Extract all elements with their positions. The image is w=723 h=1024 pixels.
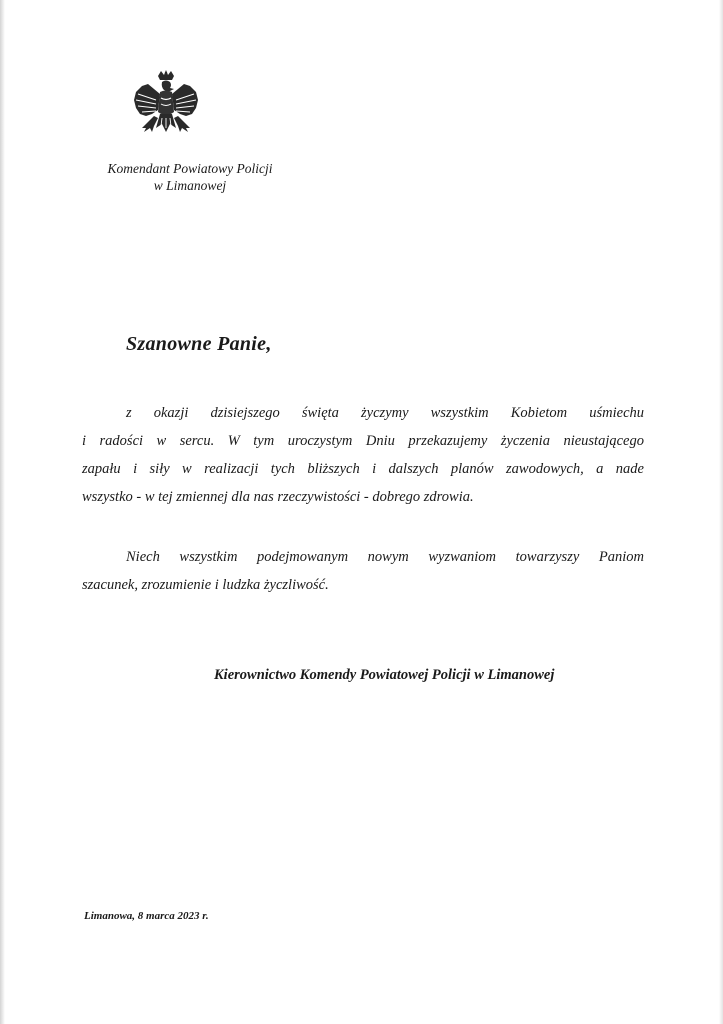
sender-location: w Limanowej	[153, 178, 227, 193]
scan-shadow-right	[719, 0, 723, 1024]
polish-eagle-emblem-icon	[130, 70, 202, 150]
paragraph-2-line: Niech wszystkim podejmowanym nowym wyzwaniom towarzyszy Paniom	[126, 549, 644, 565]
paragraph-1-line: i radości w sercu. W tym uroczystym Dniu przekazujemy życzenia nieustającego	[82, 433, 644, 449]
paragraph-1-line: z okazji dzisiejszego święta życzymy wszystkim Kobietom uśmiechu	[126, 405, 644, 421]
paragraph-1-line: wszystko - w tej zmiennej dla nas rzeczywistości - dobrego zdrowia.	[82, 489, 474, 505]
sender-title: Komendant Powiatowy Policji	[107, 161, 273, 176]
signature: Kierownictwo Komendy Powiatowej Policji w Limanowej	[214, 667, 555, 683]
salutation: Szanowne Panie,	[126, 333, 272, 355]
date-line: Limanowa, 8 marca 2023 r.	[84, 910, 209, 922]
paragraph-1-line: zapału i siły w realizacji tych bliższych i dalszych planów zawodowych, a nade	[82, 461, 644, 477]
paragraph-2	[82, 543, 644, 599]
paragraph-1	[82, 399, 644, 511]
scan-shadow-left	[0, 0, 5, 1024]
paragraph-2-line: szacunek, zrozumienie i ludzka życzliwość.	[82, 577, 329, 593]
sender-block	[80, 160, 300, 194]
